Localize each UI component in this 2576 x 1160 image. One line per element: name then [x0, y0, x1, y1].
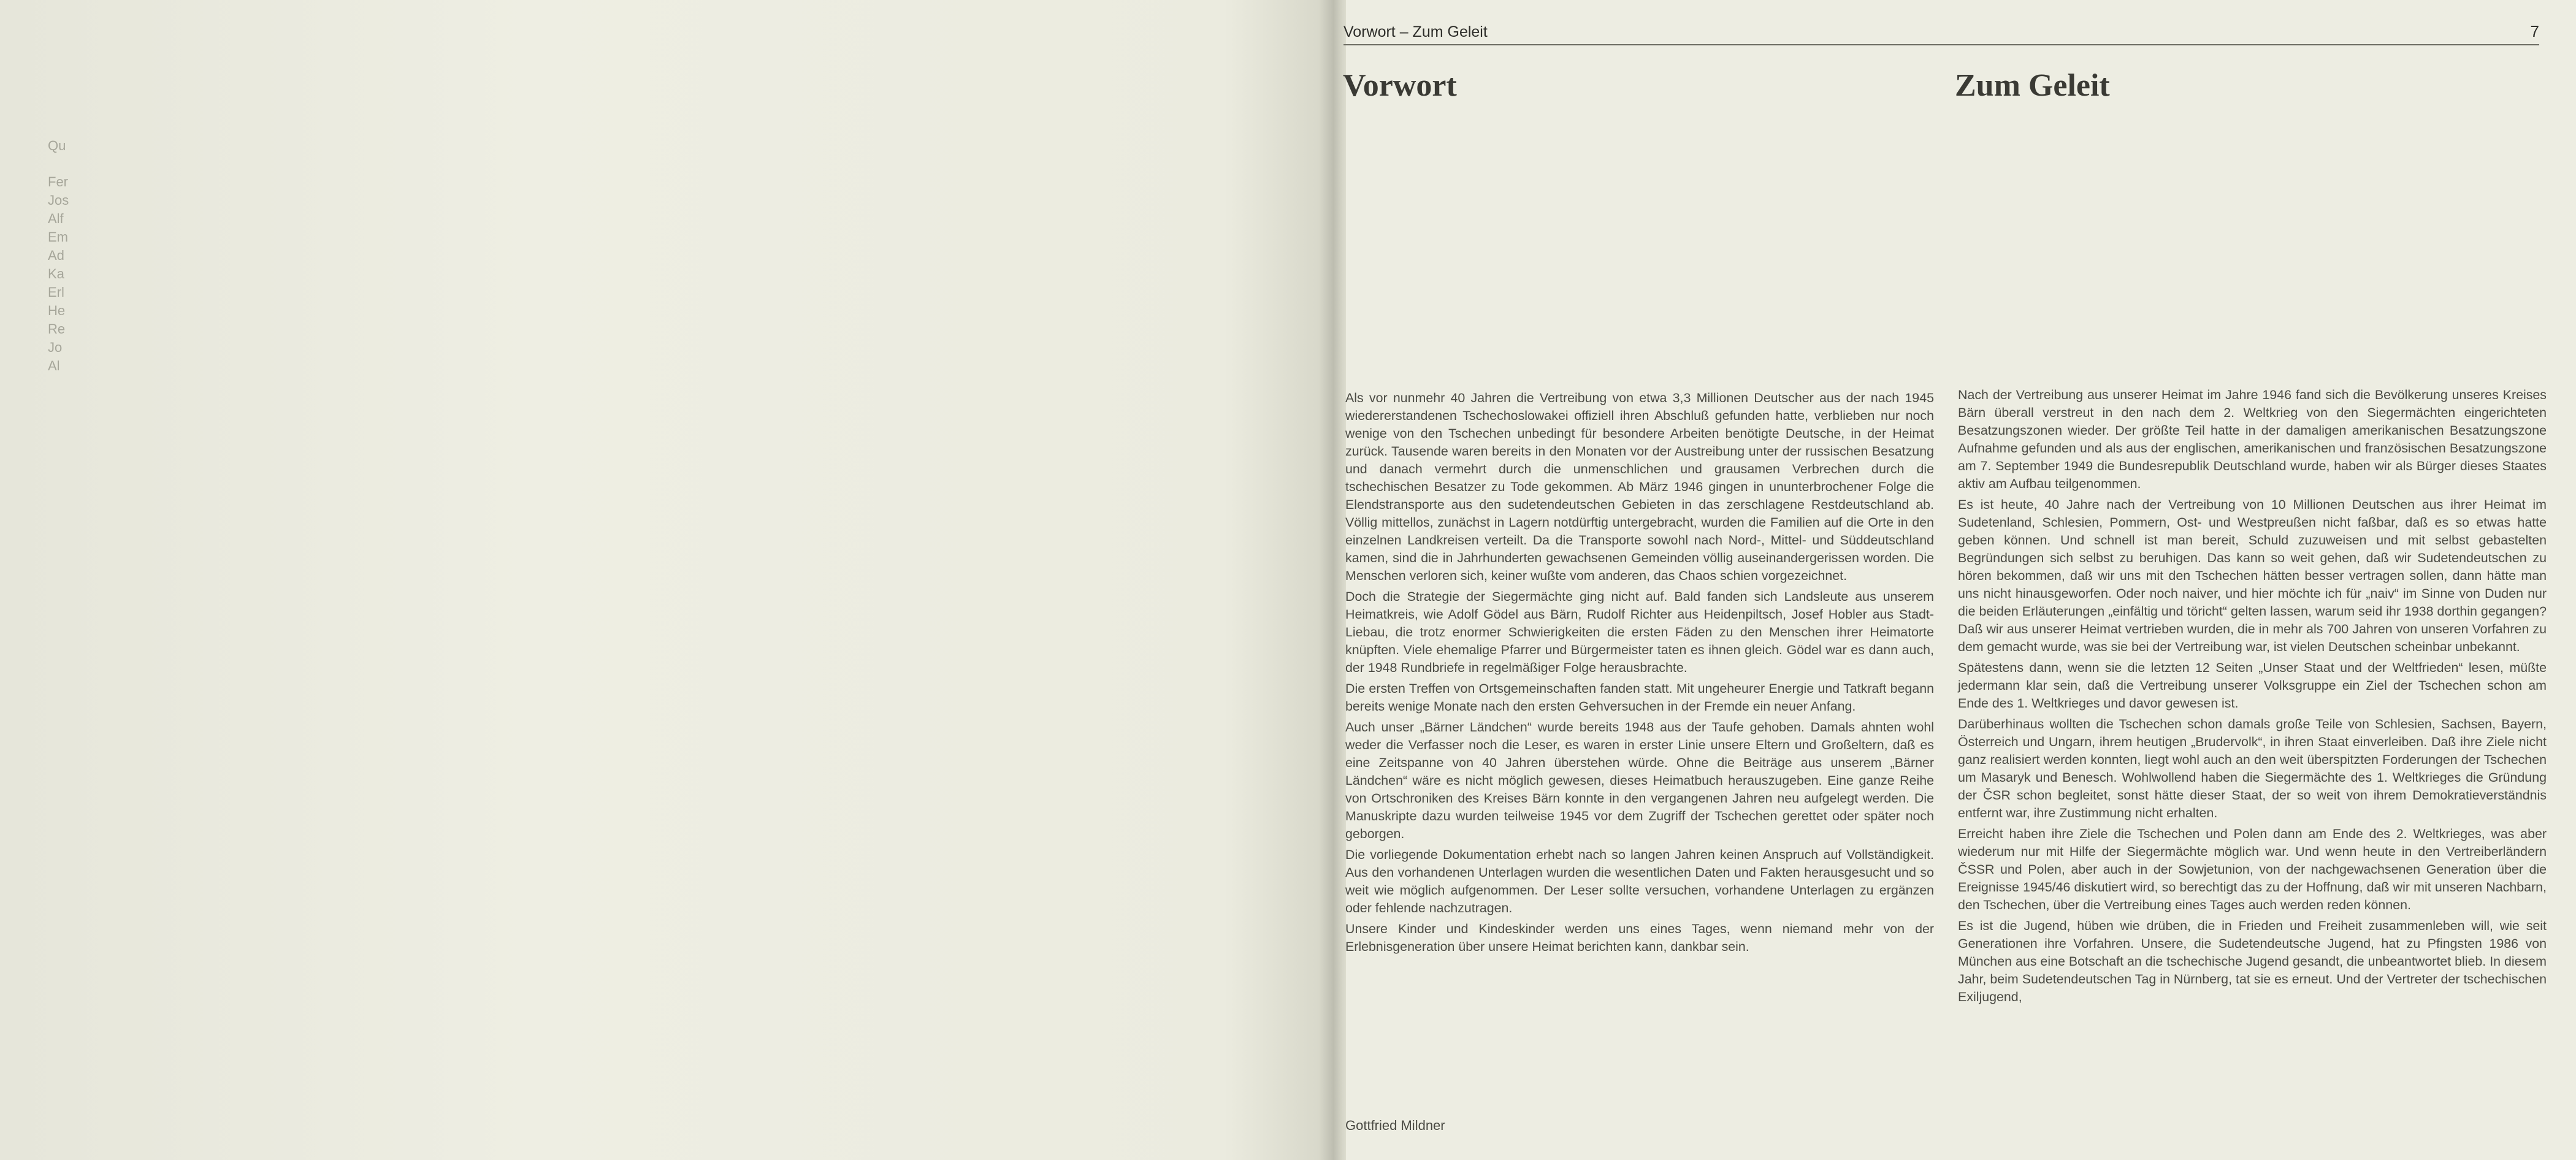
list-item: Jo — [48, 340, 63, 355]
list-item: Re — [48, 321, 66, 337]
geleit-paragraph: Nach der Vertreibung aus unserer Heimat im Jahre 1946 fand sich die Bevölkerung unseres Kreises Bärn überall verstreut in den nach dem 2. Weltkrieg von den Siegermächten eingerichteten Besatzungszonen wieder. Der größte Teil hatte in der damaligen amerikanischen Besatzungszone Aufnahme gefunden und als aus der englischen, amerikanischen und französischen Besatzungszone am 7. September 1949 die Bundesrepublik Deutschland wurde, haben wir als Bürger dieses Staates aktiv am Aufbau teilgenommen. — [1958, 387, 2547, 491]
list-item: Al — [48, 358, 60, 373]
vorwort-paragraph: Auch unser „Bärner Ländchen“ wurde bereits 1948 aus der Taufe gehoben. Damals ahnten wohl weder die Verfasser noch die Leser, es waren in erster Linie unsere Eltern und Großeltern, daß es eine Zeitspanne von 40 Jahren überstehen würde. Ohne die Beiträge aus unserem „Bärner Ländchen“ wäre es nicht möglich gewesen, dieses Heimatbuch herauszugeben. Eine ganze Reihe von Ortschroniken des Kreises Bärn konnte in den vergangenen Jahren neu aufgelegt werden. Die Manuskripte dazu wurden teilweise 1945 vor dem Zugriff der Tschechen gerettet oder später noch geborgen. — [1345, 720, 1934, 841]
list-item: Fer — [48, 174, 68, 189]
vorwort-paragraph: Die ersten Treffen von Ortsgemeinschaften fanden statt. Mit ungeheurer Energie und Tatkraft begann bereits wenige Monate nach den ersten Gehversuchen in der Fremde ein neuer Anfang. — [1345, 681, 1934, 714]
vorwort-column — [1345, 389, 1934, 959]
running-title: Vorwort – Zum Geleit — [1343, 23, 1488, 40]
geleit-paragraph: Spätestens dann, wenn sie die letzten 12 Seiten „Unser Staat und der Weltfrieden“ lesen, müßte jedermann klar sein, daß die Vertreibung unserer Volksgruppe ein Ziel der Tschechen schon am Ende des 1. Weltkrieges und davor gewesen ist. — [1958, 660, 2547, 711]
list-item: Em — [48, 229, 68, 245]
geleit-paragraph: Es ist die Jugend, hüben wie drüben, die in Frieden und Freiheit zusammenleben will, wie seit Generationen ihre Vorfahren. Unsere, die Sudetendeutsche Jugend, hat zu Pfingsten 1986 von München aus eine Botschaft an die tschechische Jugend gesandt, die unbeantwortet blieb. In diesem Jahr, beim Sudetendeutschen Tag in Nürnberg, tat sie es erneut. Und der Vertreter der tschechischen Exiljugend, — [1958, 918, 2547, 1004]
left-page-heading-fragment: Qu — [48, 138, 66, 153]
list-item: Jos — [48, 193, 69, 208]
list-item: Ka — [48, 266, 64, 281]
vorwort-paragraph: Doch die Strategie der Siegermächte ging nicht auf. Bald fanden sich Landsleute aus unserem Heimatkreis, wie Adolf Gödel aus Bärn, Rudolf Richter aus Heidenpiltsch, Josef Hobler aus Stadt-Liebau, die trotz enormer Schwierigkeiten die ersten Fäden zu den Menschen ihrer Heimatorte knüpften. Viele ehemalige Pfarrer und Bürgermeister taten es ihnen gleich. Gödel war es dann auch, der 1948 Rundbriefe in regelmäßiger Folge herausbrachte. — [1345, 589, 1934, 675]
geleit-paragraph: Erreicht haben ihre Ziele die Tschechen und Polen dann am Ende des 2. Weltkrieges, was aber wiederum nur mit Hilfe der Siegermächte möglich war. Und wenn heute in den Vertreiberländern ČSSR und Polen, aber auch in der Sowjetunion, von der nachgewachsenen Generation über die Ereignisse 1945/46 diskutiert wird, so berechtigt das zu der Hoffnung, daß wir mit unseren Nachbarn, den Tschechen, über die Vertreibung eines Tages auch werden reden können. — [1958, 826, 2547, 912]
list-item: Erl — [48, 284, 64, 300]
geleit-paragraph: Darüberhinaus wollten die Tschechen schon damals große Teile von Schlesien, Sachsen, Bayern, Österreich und Ungarn, ihrem heutigen „Brudervolk“, in ihren Staat einverleiben. Daß ihre Ziele nicht ganz realisiert werden konnten, liegt wohl auch an den weit überspitzten Forderungen der Tschechen um Masaryk und Benesch. Wohlwollend haben die Siegermächte des 1. Weltkrieges die Gründung der ČSR schon begleitet, sonst hätte dieser Staat, der so weit von ihrem Demokratieverständnis entfernt war, ihre Zustimmung nicht erhalten. — [1958, 717, 2547, 820]
left-page-name-list — [48, 173, 69, 375]
running-header — [1343, 22, 2539, 45]
vorwort-paragraph: Unsere Kinder und Kindeskinder werden uns eines Tages, wenn niemand mehr von der Erlebnisgeneration über unsere Heimat berichten kann, dankbar sein. — [1345, 922, 1934, 954]
list-item: Alf — [48, 211, 64, 226]
vorwort-paragraph: Als vor nunmehr 40 Jahren die Vertreibung von etwa 3,3 Millionen Deutscher aus der nach 1945 wiedererstandenen Tschechoslowakei offiziell ihren Abschluß gefunden hatte, verblieben nur noch wenige von den Tschechen unbedingt für besondere Arbeiten benötigte Deutsche, in der Heimat zurück. Tausende waren bereits in den Monaten vor der Austreibung unter der russischen Besatzung und danach vermehrt durch die unmenschlichen und grausamen Verbrechen durch die tschechischen Besatzer zu Tode gekommen. Ab März 1946 gingen in ununterbrochener Folge die Elendstransporte aus den sudetendeutschen Gebieten in das zerschlagene Restdeutschland ab. Völlig mittellos, zunächst in Lagern notdürftig untergebracht, wurden die Familien auf die Orte in den einzelnen Landkreisen verteilt. Da die Transporte sowohl nach Nord-, Mittel- und Süddeutschland kamen, sind die in Jahrhunderten gewachsenen Gemeinden völlig auseinandergerissen worden. Die Menschen verloren sich, keiner wußte vom anderen, das Chaos schien vorgezeichnet. — [1345, 391, 1934, 583]
geleit-paragraph: Es ist heute, 40 Jahre nach der Vertreibung von 10 Millionen Deutschen aus ihrer Heimat im Sudetenland, Schlesien, Pommern, Ost- und Westpreußen nicht faßbar, daß es so etwas hatte geben können. Und schnell ist man bereit, Schuld zuzuweisen und mit selbst gebastelten Begründungen sich selbst zu beruhigen. Das kann so weit gehen, daß wir Sudetendeutschen zu hören bekommen, daß wir uns mit den Tschechen hätten besser vertragen sollen, dann hätte man uns nicht hinausgeworfen. Oder noch naiver, und hier möchte ich für „naiv“ im Sinne von Duden nur die beiden Erläuterungen „einfältig und töricht“ gelten lassen, warum seid ihr 1938 dorthin gegangen? Daß wir aus unserer Heimat vertrieben wurden, die in mehr als 700 Jahren von unseren Vorfahren zu dem gemacht wurde, was sie bei der Vertreibung war, ist vielen Deutschen scheinbar unbekannt. — [1958, 497, 2547, 654]
geleit-heading: Zum Geleit — [1955, 68, 2110, 103]
geleit-column — [1958, 386, 2547, 1009]
page-number: 7 — [2530, 22, 2539, 40]
list-item: Ad — [48, 248, 64, 263]
vorwort-heading: Vorwort — [1343, 68, 1457, 103]
author-signature: Gottfried Mildner — [1345, 1118, 1445, 1133]
vorwort-paragraph: Die vorliegende Dokumentation erhebt nach so langen Jahren keinen Anspruch auf Vollständigkeit. Aus den vorhandenen Unterlagen wurden die wesentlichen Daten und Fakten herausgesucht und so weit wie möglich aufgenommen. Der Leser sollte versuchen, vorhandene Unterlagen zu ergänzen oder fehlende nachzutragen. — [1345, 847, 1934, 915]
list-item: He — [48, 303, 66, 318]
